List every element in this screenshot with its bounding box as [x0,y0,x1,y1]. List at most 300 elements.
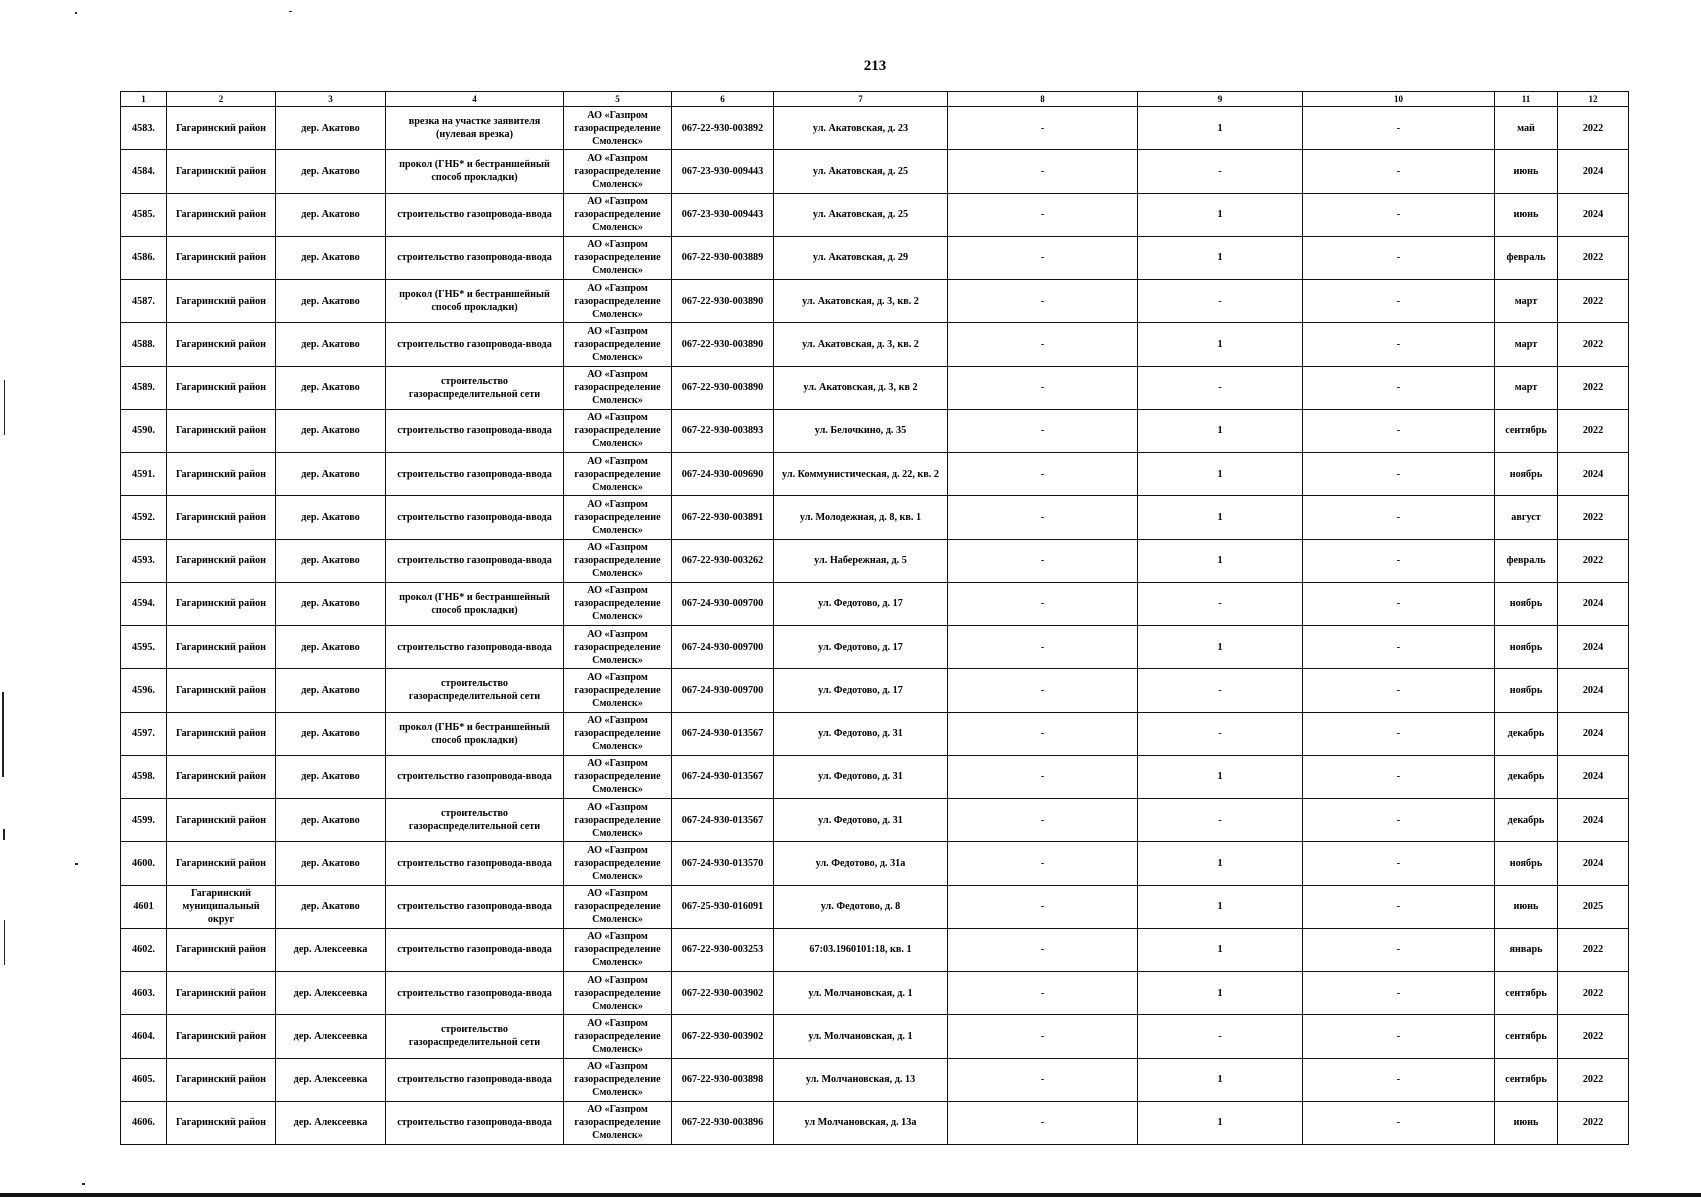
cell-settlement: дер. Алексеевка [276,928,386,971]
table-row [121,1058,1629,1101]
cell-month: июнь [1495,1101,1558,1144]
cell-application-number: 067-25-930-016091 [672,885,774,928]
cell-work-type: прокол (ГНБ* и бестраншейный способ прокладки) [386,712,564,755]
scan-speck [3,829,5,840]
cell-col-8-value: - [948,193,1138,236]
cell-district: Гагаринский район [167,972,276,1015]
cell-row-number: 4606. [121,1101,167,1144]
cell-work-type: строительство газопровода-ввода [386,755,564,798]
cell-month: март [1495,366,1558,409]
cell-organization: АО «Газпром газораспределение Смоленск» [564,539,672,582]
table-row [121,712,1629,755]
cell-settlement: дер. Алексеевка [276,972,386,1015]
cell-year: 2024 [1558,669,1629,712]
cell-col-9-value: - [1138,280,1303,323]
table-row [121,842,1629,885]
cell-district: Гагаринский район [167,323,276,366]
cell-month: сентябрь [1495,1015,1558,1058]
scan-speck [75,863,78,865]
cell-district: Гагаринский район [167,1058,276,1101]
cell-month: ноябрь [1495,626,1558,669]
cell-col-9-value: 1 [1138,842,1303,885]
cell-address: ул. Федотово, д. 31 [774,755,948,798]
cell-col-8-value: - [948,842,1138,885]
scan-speck [75,12,77,14]
table-row [121,755,1629,798]
cell-settlement: дер. Акатово [276,496,386,539]
cell-district: Гагаринский район [167,539,276,582]
col-header-1: 1 [121,92,167,107]
cell-organization: АО «Газпром газораспределение Смоленск» [564,885,672,928]
scan-speck [2,692,4,777]
cell-work-type: прокол (ГНБ* и бестраншейный способ прокладки) [386,150,564,193]
cell-application-number: 067-22-930-003902 [672,1015,774,1058]
cell-col-9-value: 1 [1138,885,1303,928]
cell-organization: АО «Газпром газораспределение Смоленск» [564,799,672,842]
page-number: 213 [863,58,887,74]
cell-district: Гагаринский район [167,150,276,193]
scan-speck [289,11,292,12]
cell-month: июнь [1495,193,1558,236]
cell-organization: АО «Газпром газораспределение Смоленск» [564,453,672,496]
cell-address: ул. Акатовская, д. 25 [774,150,948,193]
table-row [121,280,1629,323]
cell-year: 2022 [1558,496,1629,539]
cell-col-9-value: - [1138,799,1303,842]
cell-address: ул. Акатовская, д. 3, кв. 2 [774,280,948,323]
cell-col-9-value: - [1138,366,1303,409]
cell-district: Гагаринский район [167,1101,276,1144]
cell-district: Гагаринский район [167,453,276,496]
cell-district: Гагаринский район [167,193,276,236]
cell-year: 2024 [1558,799,1629,842]
cell-row-number: 4599. [121,799,167,842]
cell-application-number: 067-22-930-003890 [672,366,774,409]
cell-work-type: строительство газораспределительной сети [386,1015,564,1058]
cell-settlement: дер. Акатово [276,885,386,928]
cell-application-number: 067-22-930-003892 [672,107,774,150]
cell-settlement: дер. Акатово [276,669,386,712]
cell-year: 2024 [1558,193,1629,236]
cell-address: ул. Акатовская, д. 3, кв. 2 [774,323,948,366]
cell-col-9-value: - [1138,582,1303,625]
cell-row-number: 4601 [121,885,167,928]
cell-address: ул. Акатовская, д. 3, кв 2 [774,366,948,409]
cell-month: июнь [1495,150,1558,193]
cell-col-10-value: - [1303,928,1495,971]
cell-application-number: 067-22-930-003890 [672,323,774,366]
table-row [121,496,1629,539]
cell-district: Гагаринский район [167,496,276,539]
col-header-7: 7 [774,92,948,107]
cell-work-type: строительство газопровода-ввода [386,496,564,539]
cell-application-number: 067-22-930-003891 [672,496,774,539]
cell-row-number: 4584. [121,150,167,193]
cell-district: Гагаринский район [167,409,276,452]
cell-year: 2022 [1558,972,1629,1015]
cell-col-8-value: - [948,1015,1138,1058]
cell-col-10-value: - [1303,409,1495,452]
cell-col-8-value: - [948,669,1138,712]
cell-organization: АО «Газпром газораспределение Смоленск» [564,150,672,193]
cell-year: 2022 [1558,236,1629,279]
table-row [121,323,1629,366]
table-row [121,1101,1629,1144]
cell-row-number: 4605. [121,1058,167,1101]
cell-col-9-value: - [1138,669,1303,712]
cell-row-number: 4583. [121,107,167,150]
cell-col-9-value: 1 [1138,236,1303,279]
cell-row-number: 4591. [121,453,167,496]
cell-organization: АО «Газпром газораспределение Смоленск» [564,1058,672,1101]
cell-district: Гагаринский район [167,107,276,150]
cell-district: Гагаринский район [167,755,276,798]
cell-application-number: 067-22-930-003889 [672,236,774,279]
cell-month: февраль [1495,539,1558,582]
cell-month: август [1495,496,1558,539]
cell-organization: АО «Газпром газораспределение Смоленск» [564,409,672,452]
cell-col-9-value: 1 [1138,1101,1303,1144]
cell-settlement: дер. Акатово [276,107,386,150]
table-row [121,928,1629,971]
cell-col-9-value: 1 [1138,972,1303,1015]
cell-district: Гагаринский район [167,236,276,279]
cell-col-10-value: - [1303,280,1495,323]
cell-year: 2022 [1558,1015,1629,1058]
cell-organization: АО «Газпром газораспределение Смоленск» [564,280,672,323]
cell-year: 2022 [1558,280,1629,323]
cell-col-8-value: - [948,539,1138,582]
cell-col-9-value: - [1138,1015,1303,1058]
cell-address: ул. Молчановская, д. 1 [774,972,948,1015]
cell-work-type: строительство газопровода-ввода [386,885,564,928]
cell-col-8-value: - [948,453,1138,496]
cell-settlement: дер. Акатово [276,193,386,236]
scan-speck [82,1183,85,1185]
cell-district: Гагаринский муниципальный округ [167,885,276,928]
cell-organization: АО «Газпром газораспределение Смоленск» [564,669,672,712]
cell-col-8-value: - [948,150,1138,193]
cell-col-10-value: - [1303,885,1495,928]
cell-year: 2022 [1558,323,1629,366]
cell-application-number: 067-23-930-009443 [672,150,774,193]
cell-application-number: 067-24-930-013567 [672,712,774,755]
col-header-3: 3 [276,92,386,107]
cell-address: ул. Федотово, д. 17 [774,669,948,712]
cell-work-type: строительство газопровода-ввода [386,409,564,452]
cell-application-number: 067-22-930-003253 [672,928,774,971]
cell-application-number: 067-24-930-009700 [672,669,774,712]
cell-col-8-value: - [948,799,1138,842]
col-header-5: 5 [564,92,672,107]
cell-organization: АО «Газпром газораспределение Смоленск» [564,755,672,798]
cell-year: 2022 [1558,1058,1629,1101]
table-row [121,1015,1629,1058]
cell-row-number: 4587. [121,280,167,323]
cell-month: сентябрь [1495,972,1558,1015]
cell-col-9-value: 1 [1138,928,1303,971]
cell-application-number: 067-22-930-003890 [672,280,774,323]
cell-address: ул. Молодежная, д. 8, кв. 1 [774,496,948,539]
col-header-11: 11 [1495,92,1558,107]
cell-col-10-value: - [1303,323,1495,366]
table-body [121,107,1629,1145]
col-header-12: 12 [1558,92,1629,107]
cell-month: декабрь [1495,712,1558,755]
cell-settlement: дер. Акатово [276,539,386,582]
cell-address: ул. Акатовская, д. 23 [774,107,948,150]
cell-month: декабрь [1495,799,1558,842]
cell-month: сентябрь [1495,1058,1558,1101]
cell-address: 67:03.1960101:18, кв. 1 [774,928,948,971]
cell-col-10-value: - [1303,972,1495,1015]
cell-work-type: строительство газопровода-ввода [386,236,564,279]
cell-col-10-value: - [1303,366,1495,409]
cell-row-number: 4598. [121,755,167,798]
cell-month: июнь [1495,885,1558,928]
table-row [121,799,1629,842]
cell-address: ул. Федотово, д. 31а [774,842,948,885]
cell-address: ул. Федотово, д. 17 [774,582,948,625]
cell-year: 2022 [1558,107,1629,150]
cell-month: март [1495,323,1558,366]
cell-address: ул. Набережная, д. 5 [774,539,948,582]
cell-col-8-value: - [948,409,1138,452]
cell-address: ул. Акатовская, д. 25 [774,193,948,236]
cell-work-type: строительство газопровода-ввода [386,323,564,366]
cell-settlement: дер. Алексеевка [276,1101,386,1144]
cell-col-10-value: - [1303,150,1495,193]
register-table [120,91,1629,1145]
cell-application-number: 067-24-930-009690 [672,453,774,496]
cell-application-number: 067-24-930-013570 [672,842,774,885]
cell-col-10-value: - [1303,712,1495,755]
cell-work-type: строительство газопровода-ввода [386,972,564,1015]
cell-row-number: 4595. [121,626,167,669]
table-row [121,539,1629,582]
cell-organization: АО «Газпром газораспределение Смоленск» [564,842,672,885]
cell-settlement: дер. Акатово [276,280,386,323]
col-header-8: 8 [948,92,1138,107]
cell-year: 2022 [1558,928,1629,971]
table-row [121,150,1629,193]
cell-organization: АО «Газпром газораспределение Смоленск» [564,1101,672,1144]
cell-col-8-value: - [948,366,1138,409]
cell-col-10-value: - [1303,107,1495,150]
cell-row-number: 4593. [121,539,167,582]
cell-organization: АО «Газпром газораспределение Смоленск» [564,193,672,236]
cell-month: ноябрь [1495,669,1558,712]
cell-district: Гагаринский район [167,669,276,712]
cell-organization: АО «Газпром газораспределение Смоленск» [564,366,672,409]
cell-organization: АО «Газпром газораспределение Смоленск» [564,1015,672,1058]
cell-address: ул. Федотово, д. 17 [774,626,948,669]
cell-address: ул. Федотово, д. 31 [774,799,948,842]
cell-organization: АО «Газпром газораспределение Смоленск» [564,972,672,1015]
cell-col-10-value: - [1303,1015,1495,1058]
cell-row-number: 4603. [121,972,167,1015]
cell-application-number: 067-22-930-003898 [672,1058,774,1101]
cell-col-8-value: - [948,107,1138,150]
cell-district: Гагаринский район [167,626,276,669]
table-row [121,582,1629,625]
cell-district: Гагаринский район [167,280,276,323]
cell-col-9-value: 1 [1138,1058,1303,1101]
cell-col-10-value: - [1303,799,1495,842]
cell-organization: АО «Газпром газораспределение Смоленск» [564,928,672,971]
cell-settlement: дер. Акатово [276,323,386,366]
cell-address: ул. Акатовская, д. 29 [774,236,948,279]
cell-row-number: 4604. [121,1015,167,1058]
cell-col-8-value: - [948,626,1138,669]
cell-district: Гагаринский район [167,1015,276,1058]
cell-month: ноябрь [1495,842,1558,885]
cell-month: ноябрь [1495,453,1558,496]
cell-year: 2024 [1558,453,1629,496]
cell-col-8-value: - [948,712,1138,755]
cell-application-number: 067-22-930-003896 [672,1101,774,1144]
cell-col-9-value: 1 [1138,496,1303,539]
cell-settlement: дер. Акатово [276,150,386,193]
cell-work-type: строительство газопровода-ввода [386,539,564,582]
cell-address: ул. Молчановская, д. 13 [774,1058,948,1101]
cell-address: ул. Молчановская, д. 1 [774,1015,948,1058]
cell-col-10-value: - [1303,626,1495,669]
cell-settlement: дер. Акатово [276,799,386,842]
cell-month: февраль [1495,236,1558,279]
cell-settlement: дер. Акатово [276,712,386,755]
cell-organization: АО «Газпром газораспределение Смоленск» [564,107,672,150]
cell-col-8-value: - [948,323,1138,366]
cell-organization: АО «Газпром газораспределение Смоленск» [564,582,672,625]
cell-col-8-value: - [948,885,1138,928]
cell-col-8-value: - [948,582,1138,625]
cell-month: ноябрь [1495,582,1558,625]
cell-col-8-value: - [948,755,1138,798]
cell-work-type: строительство газопровода-ввода [386,1101,564,1144]
cell-work-type: строительство газораспределительной сети [386,799,564,842]
table-row [121,107,1629,150]
header-row [121,92,1629,107]
cell-col-9-value: 1 [1138,323,1303,366]
cell-work-type: строительство газопровода-ввода [386,626,564,669]
table-row [121,236,1629,279]
cell-col-10-value: - [1303,582,1495,625]
cell-col-8-value: - [948,1101,1138,1144]
col-header-10: 10 [1303,92,1495,107]
cell-col-10-value: - [1303,453,1495,496]
cell-year: 2024 [1558,150,1629,193]
cell-col-9-value: 1 [1138,539,1303,582]
cell-address: ул. Федотово, д. 8 [774,885,948,928]
cell-work-type: строительство газопровода-ввода [386,453,564,496]
cell-organization: АО «Газпром газораспределение Смоленск» [564,496,672,539]
cell-application-number: 067-23-930-009443 [672,193,774,236]
cell-row-number: 4596. [121,669,167,712]
cell-organization: АО «Газпром газораспределение Смоленск» [564,323,672,366]
cell-col-8-value: - [948,1058,1138,1101]
cell-row-number: 4594. [121,582,167,625]
cell-application-number: 067-24-930-013567 [672,755,774,798]
cell-col-9-value: - [1138,712,1303,755]
cell-year: 2024 [1558,842,1629,885]
table-row [121,193,1629,236]
cell-year: 2022 [1558,539,1629,582]
cell-col-10-value: - [1303,193,1495,236]
col-header-2: 2 [167,92,276,107]
cell-col-10-value: - [1303,236,1495,279]
cell-col-10-value: - [1303,1101,1495,1144]
cell-month: май [1495,107,1558,150]
cell-address: ул. Коммунистическая, д. 22, кв. 2 [774,453,948,496]
cell-settlement: дер. Алексеевка [276,1015,386,1058]
cell-month: январь [1495,928,1558,971]
cell-work-type: строительство газопровода-ввода [386,1058,564,1101]
cell-work-type: строительство газораспределительной сети [386,366,564,409]
table-row [121,885,1629,928]
cell-application-number: 067-24-930-009700 [672,582,774,625]
cell-row-number: 4600. [121,842,167,885]
cell-district: Гагаринский район [167,366,276,409]
cell-work-type: строительство газопровода-ввода [386,928,564,971]
cell-col-10-value: - [1303,842,1495,885]
cell-organization: АО «Газпром газораспределение Смоленск» [564,712,672,755]
cell-year: 2022 [1558,409,1629,452]
cell-year: 2025 [1558,885,1629,928]
cell-col-9-value: 1 [1138,626,1303,669]
cell-row-number: 4597. [121,712,167,755]
cell-row-number: 4590. [121,409,167,452]
table-row [121,366,1629,409]
cell-year: 2024 [1558,755,1629,798]
cell-row-number: 4592. [121,496,167,539]
cell-col-10-value: - [1303,496,1495,539]
cell-settlement: дер. Акатово [276,409,386,452]
cell-settlement: дер. Акатово [276,755,386,798]
cell-address: ул. Белочкино, д. 35 [774,409,948,452]
cell-row-number: 4602. [121,928,167,971]
col-header-6: 6 [672,92,774,107]
cell-row-number: 4589. [121,366,167,409]
cell-settlement: дер. Алексеевка [276,1058,386,1101]
cell-settlement: дер. Акатово [276,582,386,625]
cell-work-type: строительство газопровода-ввода [386,842,564,885]
scan-speck [4,380,5,435]
scan-speck [4,920,5,965]
cell-col-8-value: - [948,928,1138,971]
cell-col-10-value: - [1303,669,1495,712]
cell-col-8-value: - [948,280,1138,323]
cell-district: Гагаринский район [167,799,276,842]
cell-district: Гагаринский район [167,928,276,971]
cell-application-number: 067-24-930-009700 [672,626,774,669]
cell-month: декабрь [1495,755,1558,798]
cell-row-number: 4588. [121,323,167,366]
cell-col-9-value: 1 [1138,755,1303,798]
cell-application-number: 067-22-930-003893 [672,409,774,452]
cell-organization: АО «Газпром газораспределение Смоленск» [564,626,672,669]
cell-year: 2024 [1558,712,1629,755]
cell-col-8-value: - [948,972,1138,1015]
cell-settlement: дер. Акатово [276,453,386,496]
cell-address: ул. Федотово, д. 31 [774,712,948,755]
cell-col-10-value: - [1303,1058,1495,1101]
cell-col-10-value: - [1303,755,1495,798]
cell-application-number: 067-22-930-003262 [672,539,774,582]
cell-work-type: строительство газораспределительной сети [386,669,564,712]
cell-application-number: 067-22-930-003902 [672,972,774,1015]
cell-application-number: 067-24-930-013567 [672,799,774,842]
